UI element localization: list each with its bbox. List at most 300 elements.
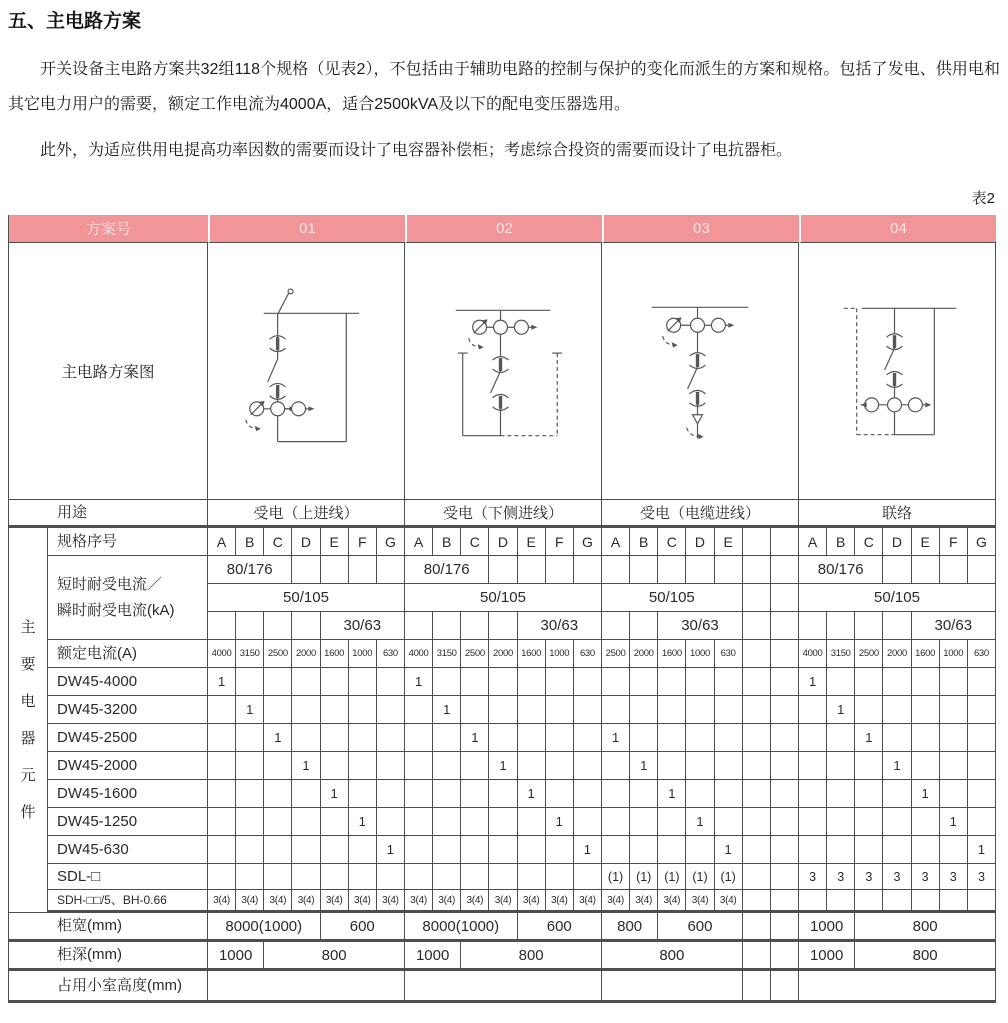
cell-dw45-2500-g4 (912, 724, 940, 752)
cell-sdl-g2 (405, 864, 433, 890)
cell-dw45-3200-g2 (489, 696, 517, 724)
cell-withstand-80-g4: 80/176 (799, 556, 883, 584)
cell-dw45-2000-g4: 1 (883, 752, 911, 780)
cell-sdh-g4 (940, 890, 968, 913)
cell-dw45-3200-g3 (630, 696, 658, 724)
cell-dw45-2500-g3: 1 (602, 724, 630, 752)
cell-dw45-1600-g3 (686, 780, 714, 808)
cell-dw45-2000-g1 (377, 752, 405, 780)
cell-compartment-height-g4 (799, 971, 996, 1003)
cell-dw45-1250-g2 (461, 808, 489, 836)
row-label-dw45-3200: DW45-3200 (48, 696, 208, 724)
paragraph-2: 此外，为适应供用电提高功率因数的需要而设计了电容器补偿柜；考虑综合投资的需要而设计了电抗器柜。 (40, 142, 793, 159)
cell-withstand-80-g3 (743, 556, 771, 584)
cell-sdh-g2: 3(4) (489, 890, 517, 913)
circuit-diagram-bus-tie (799, 243, 995, 500)
row-label-cabinet-width: 柜宽(mm) (9, 913, 208, 942)
cell-dw45-1600-g4 (799, 780, 827, 808)
cell-withstand-30-g4: 30/63 (912, 612, 996, 640)
cell-rated-current-g3: 2500 (602, 640, 630, 668)
cell-dw45-1250-g1 (321, 808, 349, 836)
cell-dw45-630-g2 (489, 836, 517, 864)
cell-dw45-2500-g2: 1 (461, 724, 489, 752)
cell-sdl-g1 (208, 864, 236, 890)
cell-dw45-3200-g2 (574, 696, 602, 724)
cell-dw45-2500-g4 (940, 724, 968, 752)
row-label-sdl: SDL-□ (48, 864, 208, 890)
cell-withstand-80-g4 (912, 556, 940, 584)
cell-withstand-50-g1: 50/105 (208, 584, 405, 612)
cell-rated-current-g4: 1600 (912, 640, 940, 668)
cell-sdl-g2 (489, 864, 517, 890)
cell-withstand-30-g1 (292, 612, 320, 640)
cell-sdh-g3 (743, 890, 771, 913)
cell-dw45-2000-g2: 1 (489, 752, 517, 780)
cell-spec-no-g2: B (433, 528, 461, 556)
cell-dw45-1250-g2 (433, 808, 461, 836)
cell-compartment-height-g1 (208, 971, 405, 1003)
cell-dw45-4000-g4 (883, 668, 911, 696)
cell-dw45-1250-g3 (602, 808, 630, 836)
main-components-vertical-label (9, 528, 48, 913)
paragraph-1: 开关设备主电路方案共32组118个规格（见表2），不包括由于辅助电路的控制与保护的变化而派生的方案和规格。包括了发电、供用电和其它电力用户的需要，额定工作电流为4000A，适合2500kVA及以下的配电变压器选用。 (8, 61, 1000, 113)
cell-spec-no-g3: E (715, 528, 743, 556)
cell-rated-current-g1: 1600 (321, 640, 349, 668)
cell-cabinet-depth-g3 (771, 942, 799, 971)
cell-withstand-30-g3: 30/63 (658, 612, 742, 640)
cell-withstand-30-g2: 30/63 (518, 612, 602, 640)
cell-sdh-g3: 3(4) (602, 890, 630, 913)
cell-dw45-2500-g1 (377, 724, 405, 752)
cell-withstand-30-g1 (264, 612, 292, 640)
cell-dw45-630-g2 (405, 836, 433, 864)
cell-sdl-g1 (264, 864, 292, 890)
cell-dw45-2000-g4 (912, 752, 940, 780)
scheme-01-diagram (208, 243, 405, 500)
row-label-dw45-1600: DW45-1600 (48, 780, 208, 808)
cell-dw45-630-g1 (292, 836, 320, 864)
cell-spec-no-g1: A (208, 528, 236, 556)
cell-dw45-2000-g1 (321, 752, 349, 780)
cell-dw45-3200-g3 (771, 696, 799, 724)
cell-sdh-g3: 3(4) (715, 890, 743, 913)
cell-dw45-2000-g1: 1 (292, 752, 320, 780)
cell-dw45-630-g3: 1 (715, 836, 743, 864)
cell-dw45-2000-g3: 1 (630, 752, 658, 780)
cell-sdl-g4: 3 (827, 864, 855, 890)
cell-dw45-4000-g2 (433, 668, 461, 696)
cell-dw45-1600-g4: 1 (912, 780, 940, 808)
cell-dw45-2500-g3 (630, 724, 658, 752)
cell-withstand-30-g3 (602, 612, 630, 640)
cell-dw45-4000-g2 (518, 668, 546, 696)
cell-withstand-80-g4 (940, 556, 968, 584)
cell-rated-current-g2: 1600 (518, 640, 546, 668)
cell-dw45-630-g4 (799, 836, 827, 864)
cell-sdl-g3: (1) (658, 864, 686, 890)
cell-dw45-1600-g1 (236, 780, 264, 808)
cell-dw45-2500-g1 (236, 724, 264, 752)
cell-rated-current-g1: 4000 (208, 640, 236, 668)
cell-dw45-2500-g2 (489, 724, 517, 752)
cell-dw45-630-g3 (602, 836, 630, 864)
cell-cabinet-width-g3 (771, 913, 799, 942)
cell-dw45-1600-g1 (377, 780, 405, 808)
row-label-spec-no: 规格序号 (48, 528, 208, 556)
cell-dw45-4000-g3 (658, 668, 686, 696)
cell-dw45-630-g2 (546, 836, 574, 864)
row-label-dw45-2500: DW45-2500 (48, 724, 208, 752)
cell-sdh-g3: 3(4) (658, 890, 686, 913)
cell-compartment-height-g3 (771, 971, 799, 1003)
cell-dw45-630-g1 (349, 836, 377, 864)
cell-dw45-4000-g2 (546, 668, 574, 696)
cell-dw45-2000-g3 (743, 752, 771, 780)
cell-dw45-1250-g3 (743, 808, 771, 836)
cell-rated-current-g3: 2000 (630, 640, 658, 668)
header-scheme-01: 01 (208, 215, 405, 243)
cell-cabinet-depth-g1: 800 (264, 942, 405, 971)
cell-dw45-2500-g2 (433, 724, 461, 752)
cell-dw45-3200-g1 (321, 696, 349, 724)
cell-withstand-80-g1 (321, 556, 349, 584)
cell-dw45-2000-g3 (658, 752, 686, 780)
cell-sdh-g1: 3(4) (321, 890, 349, 913)
cell-withstand-30-g2 (461, 612, 489, 640)
cell-dw45-2500-g4 (968, 724, 996, 752)
cell-sdh-g4 (883, 890, 911, 913)
header-scheme-03: 03 (602, 215, 799, 243)
cell-cabinet-width-g3 (743, 913, 771, 942)
cell-withstand-80-g2 (574, 556, 602, 584)
cell-withstand-30-g2 (405, 612, 433, 640)
cell-rated-current-g2: 2500 (461, 640, 489, 668)
cell-dw45-1250-g4 (799, 808, 827, 836)
cell-spec-no-g1: E (321, 528, 349, 556)
cell-dw45-2500-g1 (321, 724, 349, 752)
cell-sdh-g1: 3(4) (377, 890, 405, 913)
cell-dw45-1600-g2 (546, 780, 574, 808)
intro-text (8, 52, 1000, 168)
cell-dw45-3200-g3 (658, 696, 686, 724)
cell-dw45-3200-g4: 1 (827, 696, 855, 724)
cell-dw45-2000-g4 (799, 752, 827, 780)
cell-dw45-3200-g4 (912, 696, 940, 724)
cell-spec-no-g4: F (940, 528, 968, 556)
cell-dw45-4000-g4 (968, 668, 996, 696)
cell-sdl-g3 (771, 864, 799, 890)
cell-cabinet-width-g1: 8000(1000) (208, 913, 321, 942)
cell-sdh-g4 (855, 890, 883, 913)
cell-rated-current-g1: 1000 (349, 640, 377, 668)
cell-dw45-2000-g3 (771, 752, 799, 780)
table-number-label: 表2 (971, 190, 995, 207)
scheme-02-diagram (405, 243, 602, 500)
cell-dw45-3200-g4 (799, 696, 827, 724)
cell-cabinet-depth-g2: 800 (461, 942, 602, 971)
cell-withstand-80-g3 (715, 556, 743, 584)
cell-dw45-2000-g2 (433, 752, 461, 780)
cell-withstand-30-g4 (799, 612, 827, 640)
cell-rated-current-g3 (771, 640, 799, 668)
cell-withstand-80-g3 (771, 556, 799, 584)
cell-spec-no-g3: B (630, 528, 658, 556)
cell-sdl-g3: (1) (686, 864, 714, 890)
cell-dw45-4000-g3 (771, 668, 799, 696)
cell-cabinet-width-g3: 600 (658, 913, 742, 942)
cell-sdl-g4: 3 (912, 864, 940, 890)
cell-dw45-1600-g2: 1 (518, 780, 546, 808)
cell-sdl-g2 (574, 864, 602, 890)
cell-dw45-1600-g1 (264, 780, 292, 808)
cell-withstand-80-g3 (602, 556, 630, 584)
cell-dw45-2500-g2 (405, 724, 433, 752)
cell-sdl-g1 (321, 864, 349, 890)
cell-withstand-30-g4 (827, 612, 855, 640)
cell-dw45-2500-g4 (827, 724, 855, 752)
cell-dw45-3200-g3 (715, 696, 743, 724)
cell-withstand-30-g1: 30/63 (321, 612, 405, 640)
cell-rated-current-g2: 630 (574, 640, 602, 668)
cell-usage-g3: 受电（电缆进线） (602, 500, 799, 528)
cell-sdl-g1 (292, 864, 320, 890)
cell-dw45-3200-g2 (546, 696, 574, 724)
cell-dw45-2000-g1 (236, 752, 264, 780)
cell-withstand-50-g3 (771, 584, 799, 612)
cell-spec-no-g3 (743, 528, 771, 556)
cell-dw45-3200-g3 (743, 696, 771, 724)
cell-dw45-2000-g3 (602, 752, 630, 780)
cell-dw45-2000-g4 (940, 752, 968, 780)
cell-dw45-1600-g3: 1 (658, 780, 686, 808)
cell-withstand-50-g4: 50/105 (799, 584, 996, 612)
cell-withstand-80-g1 (377, 556, 405, 584)
cell-sdl-g3: (1) (630, 864, 658, 890)
cell-rated-current-g2: 4000 (405, 640, 433, 668)
row-label-dw45-630: DW45-630 (48, 836, 208, 864)
cell-dw45-4000-g1 (236, 668, 264, 696)
cell-dw45-2000-g2 (546, 752, 574, 780)
cell-rated-current-g1: 630 (377, 640, 405, 668)
cell-spec-no-g2: E (518, 528, 546, 556)
cell-dw45-630-g3 (771, 836, 799, 864)
cell-withstand-80-g2 (489, 556, 517, 584)
cell-rated-current-g2: 1000 (546, 640, 574, 668)
cell-dw45-3200-g2 (518, 696, 546, 724)
cell-dw45-630-g4 (855, 836, 883, 864)
cell-rated-current-g3: 630 (715, 640, 743, 668)
cell-dw45-3200-g3 (686, 696, 714, 724)
cell-dw45-4000-g1: 1 (208, 668, 236, 696)
cell-dw45-2000-g2 (461, 752, 489, 780)
cell-dw45-1250-g4 (827, 808, 855, 836)
cell-dw45-1600-g1: 1 (321, 780, 349, 808)
row-label-withstand-80: 短时耐受电流／ 瞬时耐受电流(kA) (48, 556, 208, 640)
cell-withstand-30-g3 (630, 612, 658, 640)
cell-sdl-g3: (1) (715, 864, 743, 890)
cell-cabinet-depth-g3 (743, 942, 771, 971)
cell-sdh-g2: 3(4) (433, 890, 461, 913)
cell-sdl-g2 (461, 864, 489, 890)
cell-dw45-1250-g3 (771, 808, 799, 836)
row-label-usage: 用途 (9, 500, 208, 528)
cell-dw45-1600-g4 (940, 780, 968, 808)
circuit-diagram-incoming-top (208, 243, 404, 500)
cell-cabinet-depth-g1: 1000 (208, 942, 264, 971)
cell-dw45-1250-g4 (855, 808, 883, 836)
cell-dw45-3200-g1 (208, 696, 236, 724)
cell-sdh-g2: 3(4) (546, 890, 574, 913)
cell-cabinet-depth-g2: 1000 (405, 942, 461, 971)
cell-sdl-g2 (433, 864, 461, 890)
cell-dw45-4000-g2 (574, 668, 602, 696)
cell-dw45-630-g1 (321, 836, 349, 864)
cell-cabinet-depth-g3: 800 (602, 942, 743, 971)
cell-dw45-4000-g3 (602, 668, 630, 696)
cell-sdh-g3: 3(4) (686, 890, 714, 913)
header-scheme-02: 02 (405, 215, 602, 243)
cell-dw45-1250-g4: 1 (940, 808, 968, 836)
cell-rated-current-g4: 1000 (940, 640, 968, 668)
cell-dw45-1250-g2 (518, 808, 546, 836)
cell-dw45-4000-g1 (349, 668, 377, 696)
row-label-dw45-2000: DW45-2000 (48, 752, 208, 780)
cell-dw45-3200-g1 (292, 696, 320, 724)
cell-dw45-1600-g3 (743, 780, 771, 808)
cell-dw45-1600-g4 (883, 780, 911, 808)
cell-dw45-1250-g4 (968, 808, 996, 836)
row-label-cabinet-depth: 柜深(mm) (9, 942, 208, 971)
cell-sdl-g4: 3 (883, 864, 911, 890)
cell-dw45-2500-g2 (574, 724, 602, 752)
cell-sdh-g1: 3(4) (236, 890, 264, 913)
cell-dw45-630-g4 (827, 836, 855, 864)
cell-dw45-1600-g4 (827, 780, 855, 808)
cell-dw45-1600-g2 (405, 780, 433, 808)
circuit-diagram-incoming-cable (602, 243, 798, 500)
cell-dw45-1250-g2 (405, 808, 433, 836)
cell-dw45-3200-g1 (377, 696, 405, 724)
cell-spec-no-g3 (771, 528, 799, 556)
row-label-sdh: SDH-□□/5、BH-0.66 (48, 890, 208, 913)
row-label-dw45-1250: DW45-1250 (48, 808, 208, 836)
cell-dw45-2000-g3 (686, 752, 714, 780)
cell-dw45-4000-g3 (743, 668, 771, 696)
cell-dw45-2000-g1 (349, 752, 377, 780)
cell-sdl-g4: 3 (940, 864, 968, 890)
cell-dw45-2000-g3 (715, 752, 743, 780)
cell-sdh-g1: 3(4) (264, 890, 292, 913)
cell-rated-current-g2: 3150 (433, 640, 461, 668)
cell-dw45-1250-g1 (292, 808, 320, 836)
cell-cabinet-width-g4: 1000 (799, 913, 855, 942)
cell-dw45-3200-g2 (461, 696, 489, 724)
cell-rated-current-g4: 2000 (883, 640, 911, 668)
cell-rated-current-g4: 2500 (855, 640, 883, 668)
cell-sdl-g2 (518, 864, 546, 890)
cell-spec-no-g4: D (883, 528, 911, 556)
cell-dw45-2000-g2 (405, 752, 433, 780)
cell-dw45-2500-g4: 1 (855, 724, 883, 752)
cell-sdh-g2: 3(4) (518, 890, 546, 913)
cell-dw45-1250-g1 (236, 808, 264, 836)
cell-dw45-1250-g1 (377, 808, 405, 836)
cell-sdh-g1: 3(4) (292, 890, 320, 913)
cell-dw45-630-g1 (264, 836, 292, 864)
cell-dw45-1600-g4 (968, 780, 996, 808)
cell-rated-current-g3: 1600 (658, 640, 686, 668)
cell-rated-current-g4: 630 (968, 640, 996, 668)
row-label-compartment-height: 占用小室高度(mm) (9, 971, 208, 1003)
cell-dw45-4000-g4 (855, 668, 883, 696)
cell-withstand-80-g1: 80/176 (208, 556, 292, 584)
cell-dw45-2000-g4 (855, 752, 883, 780)
cell-dw45-1600-g3 (602, 780, 630, 808)
cell-sdh-g1: 3(4) (349, 890, 377, 913)
cell-dw45-630-g4: 1 (968, 836, 996, 864)
cell-dw45-1250-g1 (264, 808, 292, 836)
cell-dw45-2000-g4 (827, 752, 855, 780)
cell-withstand-30-g2 (433, 612, 461, 640)
cell-dw45-2500-g1 (349, 724, 377, 752)
cell-sdl-g3 (743, 864, 771, 890)
cell-dw45-2000-g2 (518, 752, 546, 780)
circuit-diagram-incoming-bottom (405, 243, 601, 500)
cell-dw45-630-g1: 1 (377, 836, 405, 864)
cell-spec-no-g2: A (405, 528, 433, 556)
cell-dw45-1600-g2 (433, 780, 461, 808)
cell-dw45-630-g1 (208, 836, 236, 864)
cell-spec-no-g1: F (349, 528, 377, 556)
cell-dw45-2500-g3 (658, 724, 686, 752)
row-label-dw45-4000: DW45-4000 (48, 668, 208, 696)
cell-dw45-1250-g4 (883, 808, 911, 836)
cell-dw45-2500-g3 (715, 724, 743, 752)
cell-withstand-30-g3 (743, 612, 771, 640)
cell-compartment-height-g2 (405, 971, 602, 1003)
cell-dw45-4000-g3 (715, 668, 743, 696)
cell-dw45-4000-g1 (292, 668, 320, 696)
cell-dw45-1600-g2 (489, 780, 517, 808)
cell-dw45-4000-g1 (264, 668, 292, 696)
cell-rated-current-g4: 3150 (827, 640, 855, 668)
cell-compartment-height-g3 (602, 971, 743, 1003)
cell-sdh-g4 (912, 890, 940, 913)
cell-sdl-g4: 3 (968, 864, 996, 890)
cell-withstand-30-g1 (208, 612, 236, 640)
cell-dw45-2500-g3 (771, 724, 799, 752)
cell-dw45-1600-g3 (630, 780, 658, 808)
cell-dw45-1250-g3 (715, 808, 743, 836)
cell-sdl-g1 (236, 864, 264, 890)
cell-dw45-4000-g2 (489, 668, 517, 696)
cell-dw45-2000-g4 (968, 752, 996, 780)
cell-dw45-1250-g1: 1 (349, 808, 377, 836)
cell-dw45-3200-g3 (602, 696, 630, 724)
cell-cabinet-width-g4: 800 (855, 913, 996, 942)
scheme-04-diagram (799, 243, 996, 500)
cell-spec-no-g4: E (912, 528, 940, 556)
cell-dw45-1600-g3 (771, 780, 799, 808)
cell-sdh-g3 (771, 890, 799, 913)
cell-dw45-1250-g4 (912, 808, 940, 836)
cell-rated-current-g2: 2000 (489, 640, 517, 668)
cell-dw45-1250-g3: 1 (686, 808, 714, 836)
cell-dw45-630-g4 (912, 836, 940, 864)
cell-dw45-630-g1 (236, 836, 264, 864)
cell-withstand-30-g2 (489, 612, 517, 640)
cell-dw45-630-g2 (518, 836, 546, 864)
